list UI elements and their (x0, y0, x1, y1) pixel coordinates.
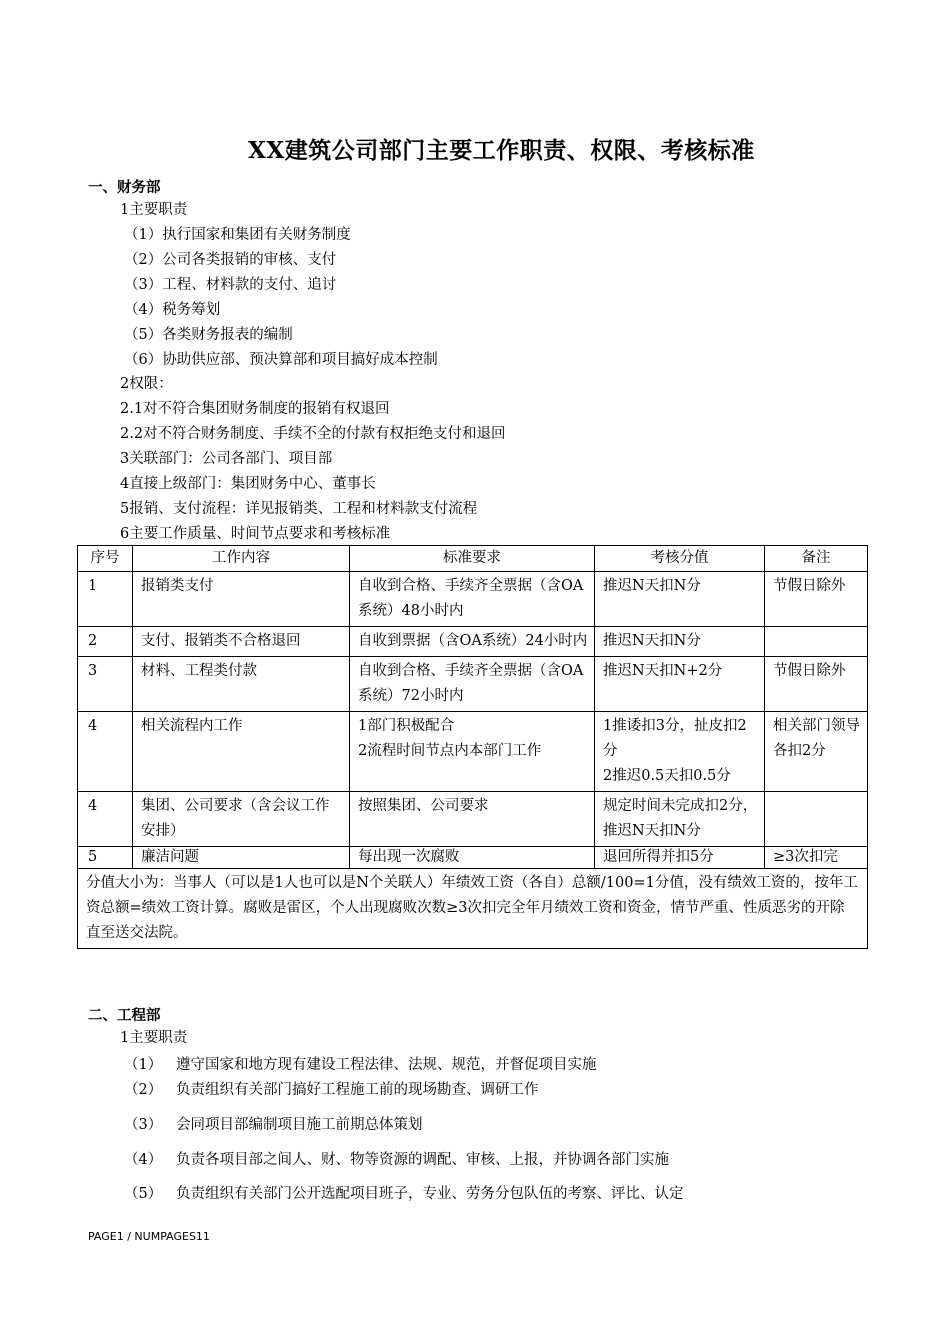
row-requirement (350, 712, 595, 792)
row-remark: 节假日除外 (765, 657, 868, 712)
item-text: 遵守国家和地方现有建设工程法律、法规、规范，并督促项目实施 (176, 1057, 597, 1073)
finance-process: 5报销、支付流程：详见报销类、工程和材料款支付流程 (120, 501, 478, 517)
header-requirement: 标准要求 (350, 546, 595, 572)
row-no: 5 (78, 847, 133, 869)
row-remark: 相关部门领导各扣2分 (765, 712, 868, 792)
header-content: 工作内容 (133, 546, 350, 572)
finance-authority-1: 2.1对不符合集团财务制度的报销有权退回 (120, 401, 390, 417)
engineering-duty-5 (124, 1182, 684, 1203)
table-row (78, 792, 868, 847)
item-number: （2） (124, 1082, 163, 1098)
item-text: 会同项目部编制项目施工前期总体策划 (176, 1117, 423, 1133)
row-score (595, 712, 765, 792)
row-remark: ≥3次扣完 (765, 847, 868, 869)
row-requirement: 按照集团、公司要求 (350, 792, 595, 847)
row-no: 2 (78, 627, 133, 657)
item-text: 负责各项目部之间人、财、物等资源的调配、审核、上报，并协调各部门实施 (176, 1152, 669, 1168)
row-remark (765, 792, 868, 847)
table-row (78, 627, 868, 657)
page-footer: PAGE1 / NUMPAGES11 (88, 1230, 210, 1243)
row-no: 1 (78, 572, 133, 627)
engineering-heading: 二、工程部 (88, 1007, 161, 1024)
row-content: 集团、公司要求（含会议工作安排） (133, 792, 350, 847)
row-content: 廉洁问题 (133, 847, 350, 869)
row-remark: 节假日除外 (765, 572, 868, 627)
finance-heading: 一、财务部 (88, 179, 161, 196)
requirement-line: 2流程时间节点内本部门工作 (358, 743, 542, 759)
row-no: 4 (78, 712, 133, 792)
row-remark (765, 627, 868, 657)
header-no: 序号 (78, 546, 133, 572)
table-note-row (78, 869, 868, 949)
row-content: 支付、报销类不合格退回 (133, 627, 350, 657)
row-score: 规定时间未完成扣2分，推迟N天扣N分 (595, 792, 765, 847)
finance-duty-2: （2）公司各类报销的审核、支付 (124, 252, 337, 268)
header-score: 考核分值 (595, 546, 765, 572)
row-no: 4 (78, 792, 133, 847)
row-requirement: 每出现一次腐败 (350, 847, 595, 869)
finance-duty-1: （1）执行国家和集团有关财务制度 (124, 227, 351, 243)
row-requirement: 自收到合格、手续齐全票据（含OA系统）48小时内 (350, 572, 595, 627)
table-row (78, 657, 868, 712)
item-number: （3） (124, 1117, 163, 1133)
score-line: 1推诿扣3分，扯皮扣2分 (603, 718, 747, 759)
finance-authority-title: 2权限： (120, 376, 173, 392)
item-text: 负责组织有关部门公开选配项目班子，专业、劳务分包队伍的考察、评比、认定 (176, 1186, 684, 1202)
engineering-duty-2 (124, 1078, 539, 1099)
finance-authority-2: 2.2对不符合财务制度、手续不全的付款有权拒绝支付和退回 (120, 426, 506, 442)
finance-duty-5: （5）各类财务报表的编制 (124, 327, 293, 343)
header-remark: 备注 (765, 546, 868, 572)
row-no: 3 (78, 657, 133, 712)
row-requirement: 自收到合格、手续齐全票据（含OA系统）72小时内 (350, 657, 595, 712)
finance-standard-title: 6主要工作质量、时间节点要求和考核标准 (120, 526, 391, 542)
finance-duty-6: （6）协助供应部、预决算部和项目搞好成本控制 (124, 352, 438, 368)
document-title: XX建筑公司部门主要工作职责、权限、考核标准 (248, 137, 755, 164)
table-row (78, 572, 868, 627)
finance-superior: 4直接上级部门：集团财务中心、董事长 (120, 476, 376, 492)
table-row (78, 712, 868, 792)
finance-duty-3: （3）工程、材料款的支付、追讨 (124, 277, 337, 293)
requirement-line: 1部门积极配合 (358, 718, 455, 734)
finance-assessment-table (77, 545, 868, 949)
row-content: 材料、工程类付款 (133, 657, 350, 712)
row-score: 推迟N天扣N+2分 (595, 657, 765, 712)
item-number: （1） (124, 1057, 163, 1073)
table-header-row (78, 546, 868, 572)
finance-duty-4: （4）税务筹划 (124, 302, 221, 318)
engineering-duties-title: 1主要职责 (120, 1030, 188, 1046)
row-content: 报销类支付 (133, 572, 350, 627)
engineering-duty-3 (124, 1113, 423, 1134)
row-score: 推迟N天扣N分 (595, 572, 765, 627)
engineering-duty-1 (124, 1053, 597, 1074)
table-note: 分值大小为：当事人（可以是1人也可以是N个关联人）年绩效工资（各自）总额/100=1分值，没有绩效工资的，按年工资总额=绩效工资计算。腐败是雷区，个人出现腐败次数≥3次扣完全年月绩效工资和资金，情节严重、性质恶劣的开除直至送交法院。 (78, 869, 868, 949)
item-number: （4） (124, 1152, 163, 1168)
item-text: 负责组织有关部门搞好工程施工前的现场勘查、调研工作 (176, 1082, 539, 1098)
table-row (78, 847, 868, 869)
row-score: 推迟N天扣N分 (595, 627, 765, 657)
row-content: 相关流程内工作 (133, 712, 350, 792)
engineering-duty-4 (124, 1148, 669, 1169)
score-line: 2推迟0.5天扣0.5分 (603, 768, 731, 784)
finance-related: 3关联部门：公司各部门、项目部 (120, 451, 333, 467)
row-requirement: 自收到票据（含OA系统）24小时内 (350, 627, 595, 657)
item-number: （5） (124, 1186, 163, 1202)
finance-duties-title: 1主要职责 (120, 202, 188, 218)
row-score: 退回所得并扣5分 (595, 847, 765, 869)
